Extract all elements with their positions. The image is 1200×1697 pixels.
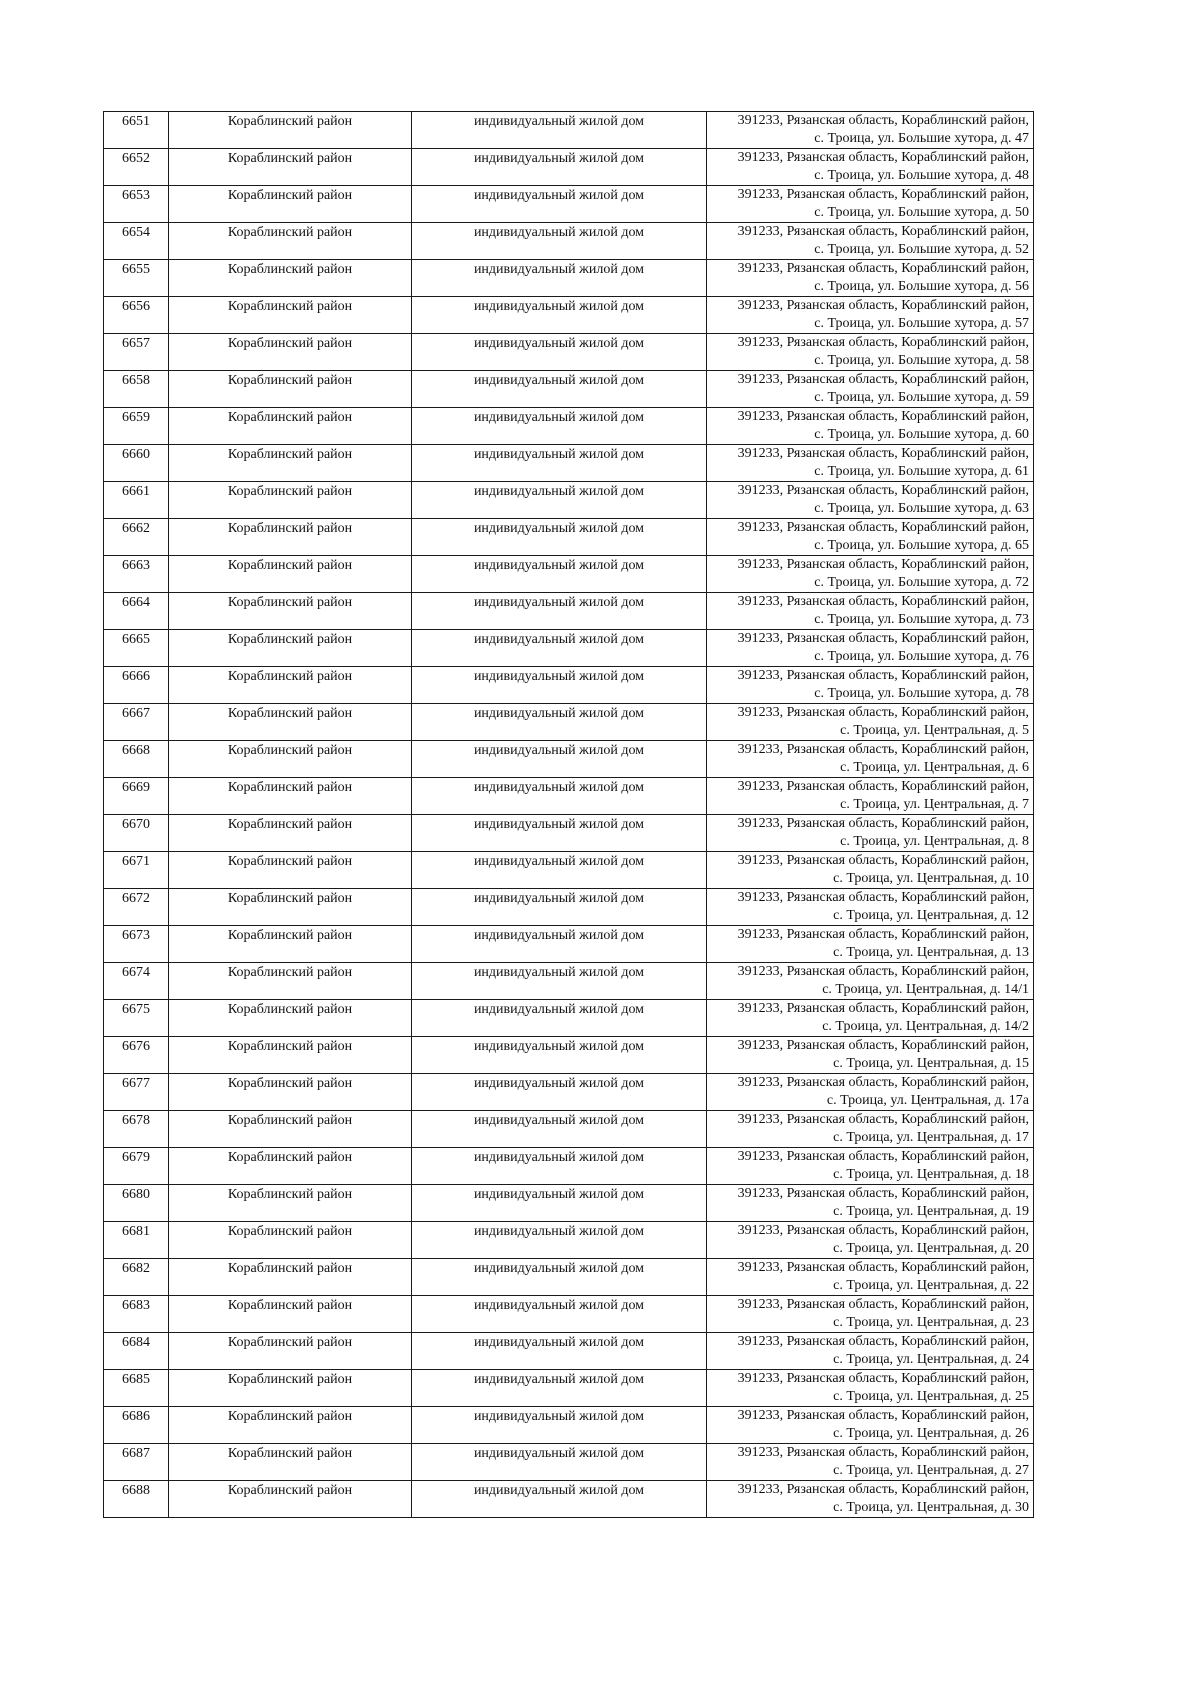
- address-line-region: 391233, Рязанская область, Кораблинский район,: [737, 816, 1029, 831]
- object-type-cell: индивидуальный жилой дом: [412, 371, 707, 408]
- row-number-cell: 6667: [104, 704, 169, 741]
- object-type-cell: индивидуальный жилой дом: [412, 667, 707, 704]
- address-cell: [707, 815, 1034, 852]
- address-line-region: 391233, Рязанская область, Кораблинский район,: [737, 779, 1029, 794]
- district-cell: Кораблинский район: [169, 889, 412, 926]
- address-cell: [707, 1370, 1034, 1407]
- address-line-region: 391233, Рязанская область, Кораблинский район,: [737, 150, 1029, 165]
- table-row: [104, 223, 1034, 260]
- address-line-region: 391233, Рязанская область, Кораблинский район,: [737, 224, 1029, 239]
- address-cell: [707, 1037, 1034, 1074]
- object-type-cell: индивидуальный жилой дом: [412, 1481, 707, 1518]
- row-number-cell: 6659: [104, 408, 169, 445]
- district-cell: Кораблинский район: [169, 1185, 412, 1222]
- table-row: [104, 1074, 1034, 1111]
- object-type-cell: индивидуальный жилой дом: [412, 556, 707, 593]
- table-row: [104, 334, 1034, 371]
- address-line-street: с. Троица, ул. Большие хутора, д. 72: [814, 575, 1029, 590]
- row-number-cell: 6672: [104, 889, 169, 926]
- address-line-street: с. Троица, ул. Большие хутора, д. 76: [814, 649, 1029, 664]
- row-number-cell: 6686: [104, 1407, 169, 1444]
- address-line-region: 391233, Рязанская область, Кораблинский район,: [737, 1445, 1029, 1460]
- address-line-street: с. Троица, ул. Центральная, д. 10: [833, 871, 1029, 886]
- address-cell: [707, 260, 1034, 297]
- table-row: [104, 815, 1034, 852]
- address-cell: [707, 1000, 1034, 1037]
- row-number-cell: 6651: [104, 112, 169, 149]
- district-cell: Кораблинский район: [169, 1407, 412, 1444]
- object-type-cell: индивидуальный жилой дом: [412, 815, 707, 852]
- address-line-street: с. Троица, ул. Большие хутора, д. 60: [814, 427, 1029, 442]
- object-type-cell: индивидуальный жилой дом: [412, 963, 707, 1000]
- table-row: [104, 778, 1034, 815]
- table-row: [104, 1185, 1034, 1222]
- object-type-cell: индивидуальный жилой дом: [412, 1296, 707, 1333]
- address-line-region: 391233, Рязанская область, Кораблинский район,: [737, 520, 1029, 535]
- district-cell: Кораблинский район: [169, 1037, 412, 1074]
- address-cell: [707, 1185, 1034, 1222]
- row-number-cell: 6683: [104, 1296, 169, 1333]
- row-number-cell: 6665: [104, 630, 169, 667]
- object-type-cell: индивидуальный жилой дом: [412, 519, 707, 556]
- address-line-street: с. Троица, ул. Большие хутора, д. 56: [814, 279, 1029, 294]
- address-cell: [707, 556, 1034, 593]
- table-row: [104, 519, 1034, 556]
- row-number-cell: 6676: [104, 1037, 169, 1074]
- row-number-cell: 6681: [104, 1222, 169, 1259]
- district-cell: Кораблинский район: [169, 1444, 412, 1481]
- district-cell: Кораблинский район: [169, 482, 412, 519]
- district-cell: Кораблинский район: [169, 519, 412, 556]
- row-number-cell: 6673: [104, 926, 169, 963]
- district-cell: Кораблинский район: [169, 704, 412, 741]
- address-cell: [707, 741, 1034, 778]
- table-row: [104, 260, 1034, 297]
- address-line-region: 391233, Рязанская область, Кораблинский район,: [737, 483, 1029, 498]
- object-type-cell: индивидуальный жилой дом: [412, 482, 707, 519]
- address-cell: [707, 1296, 1034, 1333]
- address-line-street: с. Троица, ул. Большие хутора, д. 61: [814, 464, 1029, 479]
- table-row: [104, 593, 1034, 630]
- row-number-cell: 6684: [104, 1333, 169, 1370]
- address-line-street: с. Троица, ул. Центральная, д. 14/2: [822, 1019, 1029, 1034]
- address-line-street: с. Троица, ул. Центральная, д. 8: [840, 834, 1029, 849]
- district-cell: Кораблинский район: [169, 260, 412, 297]
- table-row: [104, 556, 1034, 593]
- table-row: [104, 852, 1034, 889]
- table-row: [104, 112, 1034, 149]
- table-row: [104, 704, 1034, 741]
- object-type-cell: индивидуальный жилой дом: [412, 852, 707, 889]
- address-line-street: с. Троица, ул. Большие хутора, д. 73: [814, 612, 1029, 627]
- district-cell: Кораблинский район: [169, 149, 412, 186]
- district-cell: Кораблинский район: [169, 1370, 412, 1407]
- object-type-cell: индивидуальный жилой дом: [412, 1185, 707, 1222]
- address-cell: [707, 778, 1034, 815]
- address-line-street: с. Троица, ул. Центральная, д. 22: [833, 1278, 1029, 1293]
- district-cell: Кораблинский район: [169, 186, 412, 223]
- address-line-region: 391233, Рязанская область, Кораблинский район,: [737, 1186, 1029, 1201]
- address-cell: [707, 1222, 1034, 1259]
- district-cell: Кораблинский район: [169, 667, 412, 704]
- address-line-region: 391233, Рязанская область, Кораблинский район,: [737, 668, 1029, 683]
- row-number-cell: 6664: [104, 593, 169, 630]
- address-line-region: 391233, Рязанская область, Кораблинский район,: [737, 705, 1029, 720]
- object-type-cell: индивидуальный жилой дом: [412, 112, 707, 149]
- row-number-cell: 6687: [104, 1444, 169, 1481]
- object-type-cell: индивидуальный жилой дом: [412, 186, 707, 223]
- registry-table-body: [104, 112, 1034, 1518]
- object-type-cell: индивидуальный жилой дом: [412, 1074, 707, 1111]
- object-type-cell: индивидуальный жилой дом: [412, 297, 707, 334]
- district-cell: Кораблинский район: [169, 1000, 412, 1037]
- address-line-street: с. Троица, ул. Большие хутора, д. 52: [814, 242, 1029, 257]
- address-line-region: 391233, Рязанская область, Кораблинский район,: [737, 1297, 1029, 1312]
- row-number-cell: 6679: [104, 1148, 169, 1185]
- address-line-region: 391233, Рязанская область, Кораблинский район,: [737, 113, 1029, 128]
- address-cell: [707, 186, 1034, 223]
- address-cell: [707, 223, 1034, 260]
- district-cell: Кораблинский район: [169, 1296, 412, 1333]
- district-cell: Кораблинский район: [169, 334, 412, 371]
- address-line-region: 391233, Рязанская область, Кораблинский район,: [737, 1149, 1029, 1164]
- district-cell: Кораблинский район: [169, 445, 412, 482]
- row-number-cell: 6670: [104, 815, 169, 852]
- row-number-cell: 6680: [104, 1185, 169, 1222]
- address-cell: [707, 1333, 1034, 1370]
- object-type-cell: индивидуальный жилой дом: [412, 704, 707, 741]
- table-row: [104, 1481, 1034, 1518]
- district-cell: Кораблинский район: [169, 926, 412, 963]
- object-type-cell: индивидуальный жилой дом: [412, 1037, 707, 1074]
- address-cell: [707, 1074, 1034, 1111]
- table-row: [104, 1222, 1034, 1259]
- district-cell: Кораблинский район: [169, 371, 412, 408]
- address-cell: [707, 1111, 1034, 1148]
- address-cell: [707, 408, 1034, 445]
- object-type-cell: индивидуальный жилой дом: [412, 1148, 707, 1185]
- row-number-cell: 6688: [104, 1481, 169, 1518]
- address-line-region: 391233, Рязанская область, Кораблинский район,: [737, 1223, 1029, 1238]
- object-type-cell: индивидуальный жилой дом: [412, 1333, 707, 1370]
- address-cell: [707, 630, 1034, 667]
- table-row: [104, 408, 1034, 445]
- address-line-region: 391233, Рязанская область, Кораблинский район,: [737, 1334, 1029, 1349]
- table-row: [104, 1333, 1034, 1370]
- address-line-region: 391233, Рязанская область, Кораблинский район,: [737, 557, 1029, 572]
- district-cell: Кораблинский район: [169, 1074, 412, 1111]
- address-line-region: 391233, Рязанская область, Кораблинский район,: [737, 1075, 1029, 1090]
- district-cell: Кораблинский район: [169, 1333, 412, 1370]
- row-number-cell: 6660: [104, 445, 169, 482]
- row-number-cell: 6657: [104, 334, 169, 371]
- table-row: [104, 1000, 1034, 1037]
- address-cell: [707, 704, 1034, 741]
- address-cell: [707, 852, 1034, 889]
- object-type-cell: индивидуальный жилой дом: [412, 408, 707, 445]
- address-line-region: 391233, Рязанская область, Кораблинский район,: [737, 446, 1029, 461]
- address-line-street: с. Троица, ул. Центральная, д. 25: [833, 1389, 1029, 1404]
- address-line-region: 391233, Рязанская область, Кораблинский район,: [737, 1112, 1029, 1127]
- row-number-cell: 6654: [104, 223, 169, 260]
- address-line-street: с. Троица, ул. Большие хутора, д. 48: [814, 168, 1029, 183]
- table-row: [104, 1407, 1034, 1444]
- address-cell: [707, 149, 1034, 186]
- table-row: [104, 1259, 1034, 1296]
- address-line-region: 391233, Рязанская область, Кораблинский район,: [737, 594, 1029, 609]
- table-row: [104, 889, 1034, 926]
- district-cell: Кораблинский район: [169, 112, 412, 149]
- district-cell: Кораблинский район: [169, 630, 412, 667]
- row-number-cell: 6666: [104, 667, 169, 704]
- row-number-cell: 6653: [104, 186, 169, 223]
- address-line-street: с. Троица, ул. Центральная, д. 13: [833, 945, 1029, 960]
- table-row: [104, 1296, 1034, 1333]
- district-cell: Кораблинский район: [169, 408, 412, 445]
- address-line-street: с. Троица, ул. Большие хутора, д. 78: [814, 686, 1029, 701]
- address-line-street: с. Троица, ул. Центральная, д. 27: [833, 1463, 1029, 1478]
- address-line-street: с. Троица, ул. Центральная, д. 18: [833, 1167, 1029, 1182]
- row-number-cell: 6678: [104, 1111, 169, 1148]
- table-row: [104, 963, 1034, 1000]
- address-line-street: с. Троица, ул. Центральная, д. 7: [840, 797, 1029, 812]
- district-cell: Кораблинский район: [169, 815, 412, 852]
- table-row: [104, 1037, 1034, 1074]
- district-cell: Кораблинский район: [169, 593, 412, 630]
- district-cell: Кораблинский район: [169, 1222, 412, 1259]
- object-type-cell: индивидуальный жилой дом: [412, 223, 707, 260]
- address-cell: [707, 112, 1034, 149]
- district-cell: Кораблинский район: [169, 741, 412, 778]
- object-type-cell: индивидуальный жилой дом: [412, 630, 707, 667]
- district-cell: Кораблинский район: [169, 556, 412, 593]
- address-line-street: с. Троица, ул. Центральная, д. 19: [833, 1204, 1029, 1219]
- district-cell: Кораблинский район: [169, 963, 412, 1000]
- address-cell: [707, 297, 1034, 334]
- address-cell: [707, 889, 1034, 926]
- address-line-street: с. Троица, ул. Большие хутора, д. 59: [814, 390, 1029, 405]
- object-type-cell: индивидуальный жилой дом: [412, 1259, 707, 1296]
- row-number-cell: 6656: [104, 297, 169, 334]
- row-number-cell: 6669: [104, 778, 169, 815]
- address-line-region: 391233, Рязанская область, Кораблинский район,: [737, 1001, 1029, 1016]
- row-number-cell: 6685: [104, 1370, 169, 1407]
- district-cell: Кораблинский район: [169, 1259, 412, 1296]
- address-cell: [707, 445, 1034, 482]
- address-cell: [707, 667, 1034, 704]
- address-line-street: с. Троица, ул. Центральная, д. 24: [833, 1352, 1029, 1367]
- district-cell: Кораблинский район: [169, 778, 412, 815]
- object-type-cell: индивидуальный жилой дом: [412, 593, 707, 630]
- address-cell: [707, 334, 1034, 371]
- object-type-cell: индивидуальный жилой дом: [412, 334, 707, 371]
- object-type-cell: индивидуальный жилой дом: [412, 445, 707, 482]
- address-cell: [707, 963, 1034, 1000]
- address-line-region: 391233, Рязанская область, Кораблинский район,: [737, 335, 1029, 350]
- address-line-region: 391233, Рязанская область, Кораблинский район,: [737, 298, 1029, 313]
- table-row: [104, 1444, 1034, 1481]
- address-line-region: 391233, Рязанская область, Кораблинский район,: [737, 187, 1029, 202]
- object-type-cell: индивидуальный жилой дом: [412, 1370, 707, 1407]
- row-number-cell: 6675: [104, 1000, 169, 1037]
- address-line-street: с. Троица, ул. Центральная, д. 6: [840, 760, 1029, 775]
- address-line-region: 391233, Рязанская область, Кораблинский район,: [737, 853, 1029, 868]
- object-type-cell: индивидуальный жилой дом: [412, 889, 707, 926]
- table-row: [104, 1111, 1034, 1148]
- address-cell: [707, 519, 1034, 556]
- address-cell: [707, 1481, 1034, 1518]
- address-line-street: с. Троица, ул. Центральная, д. 26: [833, 1426, 1029, 1441]
- address-line-street: с. Троица, ул. Центральная, д. 14/1: [822, 982, 1029, 997]
- table-row: [104, 149, 1034, 186]
- address-line-region: 391233, Рязанская область, Кораблинский район,: [737, 261, 1029, 276]
- object-type-cell: индивидуальный жилой дом: [412, 1444, 707, 1481]
- district-cell: Кораблинский район: [169, 852, 412, 889]
- address-cell: [707, 1259, 1034, 1296]
- address-line-region: 391233, Рязанская область, Кораблинский район,: [737, 1408, 1029, 1423]
- object-type-cell: индивидуальный жилой дом: [412, 778, 707, 815]
- district-cell: Кораблинский район: [169, 1111, 412, 1148]
- address-cell: [707, 1444, 1034, 1481]
- address-line-street: с. Троица, ул. Большие хутора, д. 47: [814, 131, 1029, 146]
- address-line-street: с. Троица, ул. Центральная, д. 17а: [826, 1093, 1029, 1108]
- address-line-region: 391233, Рязанская область, Кораблинский район,: [737, 631, 1029, 646]
- address-line-street: с. Троица, ул. Центральная, д. 30: [833, 1500, 1029, 1515]
- table-row: [104, 1370, 1034, 1407]
- address-line-region: 391233, Рязанская область, Кораблинский район,: [737, 1482, 1029, 1497]
- row-number-cell: 6652: [104, 149, 169, 186]
- address-line-street: с. Троица, ул. Большие хутора, д. 50: [814, 205, 1029, 220]
- property-registry-table: [103, 111, 1034, 1518]
- address-cell: [707, 926, 1034, 963]
- district-cell: Кораблинский район: [169, 297, 412, 334]
- address-line-street: с. Троица, ул. Центральная, д. 15: [833, 1056, 1029, 1071]
- address-line-region: 391233, Рязанская область, Кораблинский район,: [737, 1038, 1029, 1053]
- address-line-region: 391233, Рязанская область, Кораблинский район,: [737, 927, 1029, 942]
- address-cell: [707, 1407, 1034, 1444]
- address-cell: [707, 1148, 1034, 1185]
- object-type-cell: индивидуальный жилой дом: [412, 926, 707, 963]
- address-cell: [707, 371, 1034, 408]
- address-line-region: 391233, Рязанская область, Кораблинский район,: [737, 1260, 1029, 1275]
- row-number-cell: 6674: [104, 963, 169, 1000]
- address-line-region: 391233, Рязанская область, Кораблинский район,: [737, 742, 1029, 757]
- row-number-cell: 6658: [104, 371, 169, 408]
- row-number-cell: 6682: [104, 1259, 169, 1296]
- address-line-street: с. Троица, ул. Большие хутора, д. 65: [814, 538, 1029, 553]
- table-row: [104, 482, 1034, 519]
- table-row: [104, 371, 1034, 408]
- table-row: [104, 445, 1034, 482]
- row-number-cell: 6671: [104, 852, 169, 889]
- address-line-street: с. Троица, ул. Центральная, д. 23: [833, 1315, 1029, 1330]
- row-number-cell: 6662: [104, 519, 169, 556]
- address-line-region: 391233, Рязанская область, Кораблинский район,: [737, 890, 1029, 905]
- address-line-region: 391233, Рязанская область, Кораблинский район,: [737, 1371, 1029, 1386]
- row-number-cell: 6668: [104, 741, 169, 778]
- table-row: [104, 741, 1034, 778]
- address-line-region: 391233, Рязанская область, Кораблинский район,: [737, 964, 1029, 979]
- address-line-street: с. Троица, ул. Большие хутора, д. 57: [814, 316, 1029, 331]
- address-line-street: с. Троица, ул. Центральная, д. 5: [840, 723, 1029, 738]
- address-line-street: с. Троица, ул. Центральная, д. 20: [833, 1241, 1029, 1256]
- row-number-cell: 6677: [104, 1074, 169, 1111]
- address-line-street: с. Троица, ул. Центральная, д. 12: [833, 908, 1029, 923]
- address-cell: [707, 482, 1034, 519]
- table-row: [104, 630, 1034, 667]
- district-cell: Кораблинский район: [169, 1481, 412, 1518]
- district-cell: Кораблинский район: [169, 1148, 412, 1185]
- row-number-cell: 6655: [104, 260, 169, 297]
- address-line-region: 391233, Рязанская область, Кораблинский район,: [737, 372, 1029, 387]
- table-row: [104, 297, 1034, 334]
- address-line-region: 391233, Рязанская область, Кораблинский район,: [737, 409, 1029, 424]
- district-cell: Кораблинский район: [169, 223, 412, 260]
- row-number-cell: 6663: [104, 556, 169, 593]
- address-cell: [707, 593, 1034, 630]
- object-type-cell: индивидуальный жилой дом: [412, 1222, 707, 1259]
- object-type-cell: индивидуальный жилой дом: [412, 1111, 707, 1148]
- table-row: [104, 186, 1034, 223]
- address-line-street: с. Троица, ул. Большие хутора, д. 58: [814, 353, 1029, 368]
- table-row: [104, 1148, 1034, 1185]
- address-line-street: с. Троица, ул. Большие хутора, д. 63: [814, 501, 1029, 516]
- table-row: [104, 926, 1034, 963]
- row-number-cell: 6661: [104, 482, 169, 519]
- object-type-cell: индивидуальный жилой дом: [412, 741, 707, 778]
- object-type-cell: индивидуальный жилой дом: [412, 260, 707, 297]
- address-line-street: с. Троица, ул. Центральная, д. 17: [833, 1130, 1029, 1145]
- object-type-cell: индивидуальный жилой дом: [412, 1407, 707, 1444]
- object-type-cell: индивидуальный жилой дом: [412, 1000, 707, 1037]
- table-row: [104, 667, 1034, 704]
- object-type-cell: индивидуальный жилой дом: [412, 149, 707, 186]
